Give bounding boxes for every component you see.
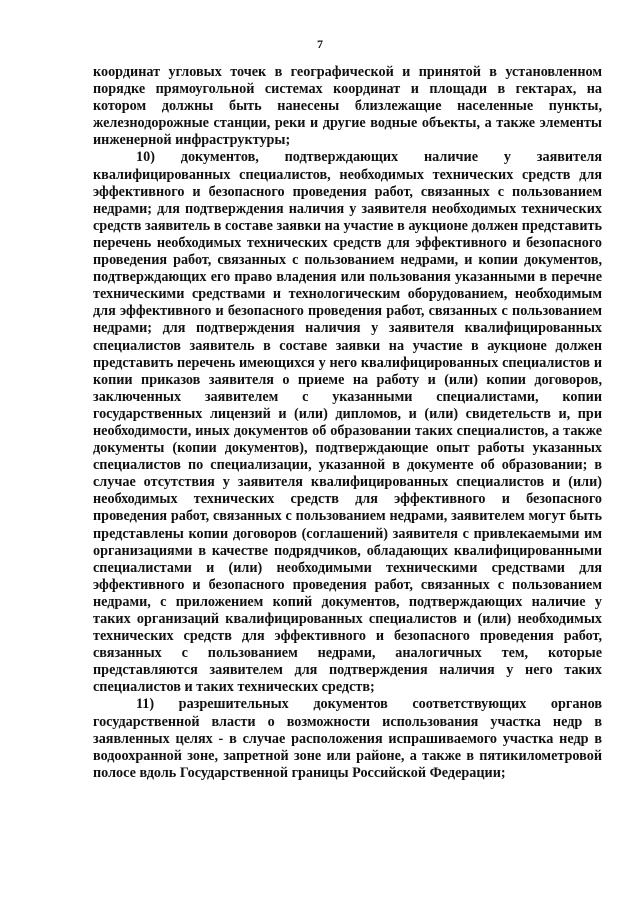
paragraph-item-11: 11) разрешительных документов соответствующих органов государственной власти о возможности использования участка недр в заявленных целях - в случае расположения испрашиваемого участка недр в водоохранной зоне, запретной зоне или районе, а также в пятикилометровой полосе вдоль Государственной границы Российской Федерации; xyxy=(93,696,602,781)
document-body xyxy=(93,64,602,782)
paragraph-item-10: 10) документов, подтверждающих наличие у заявителя квалифицированных специалистов, необходимых технических средств для эффективного и безопасного проведения работ, связанных с пользованием недрами; для подтверждения наличия у заявителя необходимых технических средств заявитель в составе заявки на участие в аукционе должен представить перечень необходимых технических средств для эффективного и безопасного проведения работ, связанных с пользованием недрами, и копии документов, подтверждающих его право владения или пользования указанными в перечне техническими средствами и технологическим оборудованием, необходимым для эффективного и безопасного проведения работ, связанных с пользованием недрами; для подтверждения наличия у заявителя квалифицированных специалистов заявитель в составе заявки на участие в аукционе должен представить перечень имеющихся у него квалифицированных специалистов и копии приказов заявителя о приеме на работу и (или) копии договоров, заключенных заявителем с указанными специалистами, копии государственных лицензий и (или) дипломов, и (или) свидетельств и, при необходимости, иных документов об образовании таких специалистов, а также документы (копии документов), подтверждающие опыт работы указанных специалистов по специализации, указанной в документе об образовании; в случае отсутствия у заявителя квалифицированных специалистов и (или) необходимых технических средств для эффективного и безопасного проведения работ, связанных с пользованием недрами, заявителем могут быть представлены копии договоров (соглашений) заявителя с привлекаемыми им организациями в качестве подрядчиков, обладающих квалифицированными специалистами и (или) необходимыми техническими средствами для эффективного и безопасного проведения работ, связанных с пользованием недрами, с приложением копий документов, подтверждающих наличие у таких организаций квалифицированных специалистов и (или) необходимых технических средств для эффективного и безопасного проведения работ, связанных с пользованием недрами, аналогичных тем, которые представляются заявителем для подтверждения наличия у него таких специалистов и таких технических средств; xyxy=(93,149,602,696)
page-number: 7 xyxy=(317,37,323,51)
paragraph-continuation: координат угловых точек в географической и принятой в установленном порядке прямоугольной системах координат и площади в гектарах, на котором должны быть нанесены близлежащие населенные пункты, железнодорожные станции, реки и другие водные объекты, а также элементы инженерной инфраструктуры; xyxy=(93,64,602,149)
